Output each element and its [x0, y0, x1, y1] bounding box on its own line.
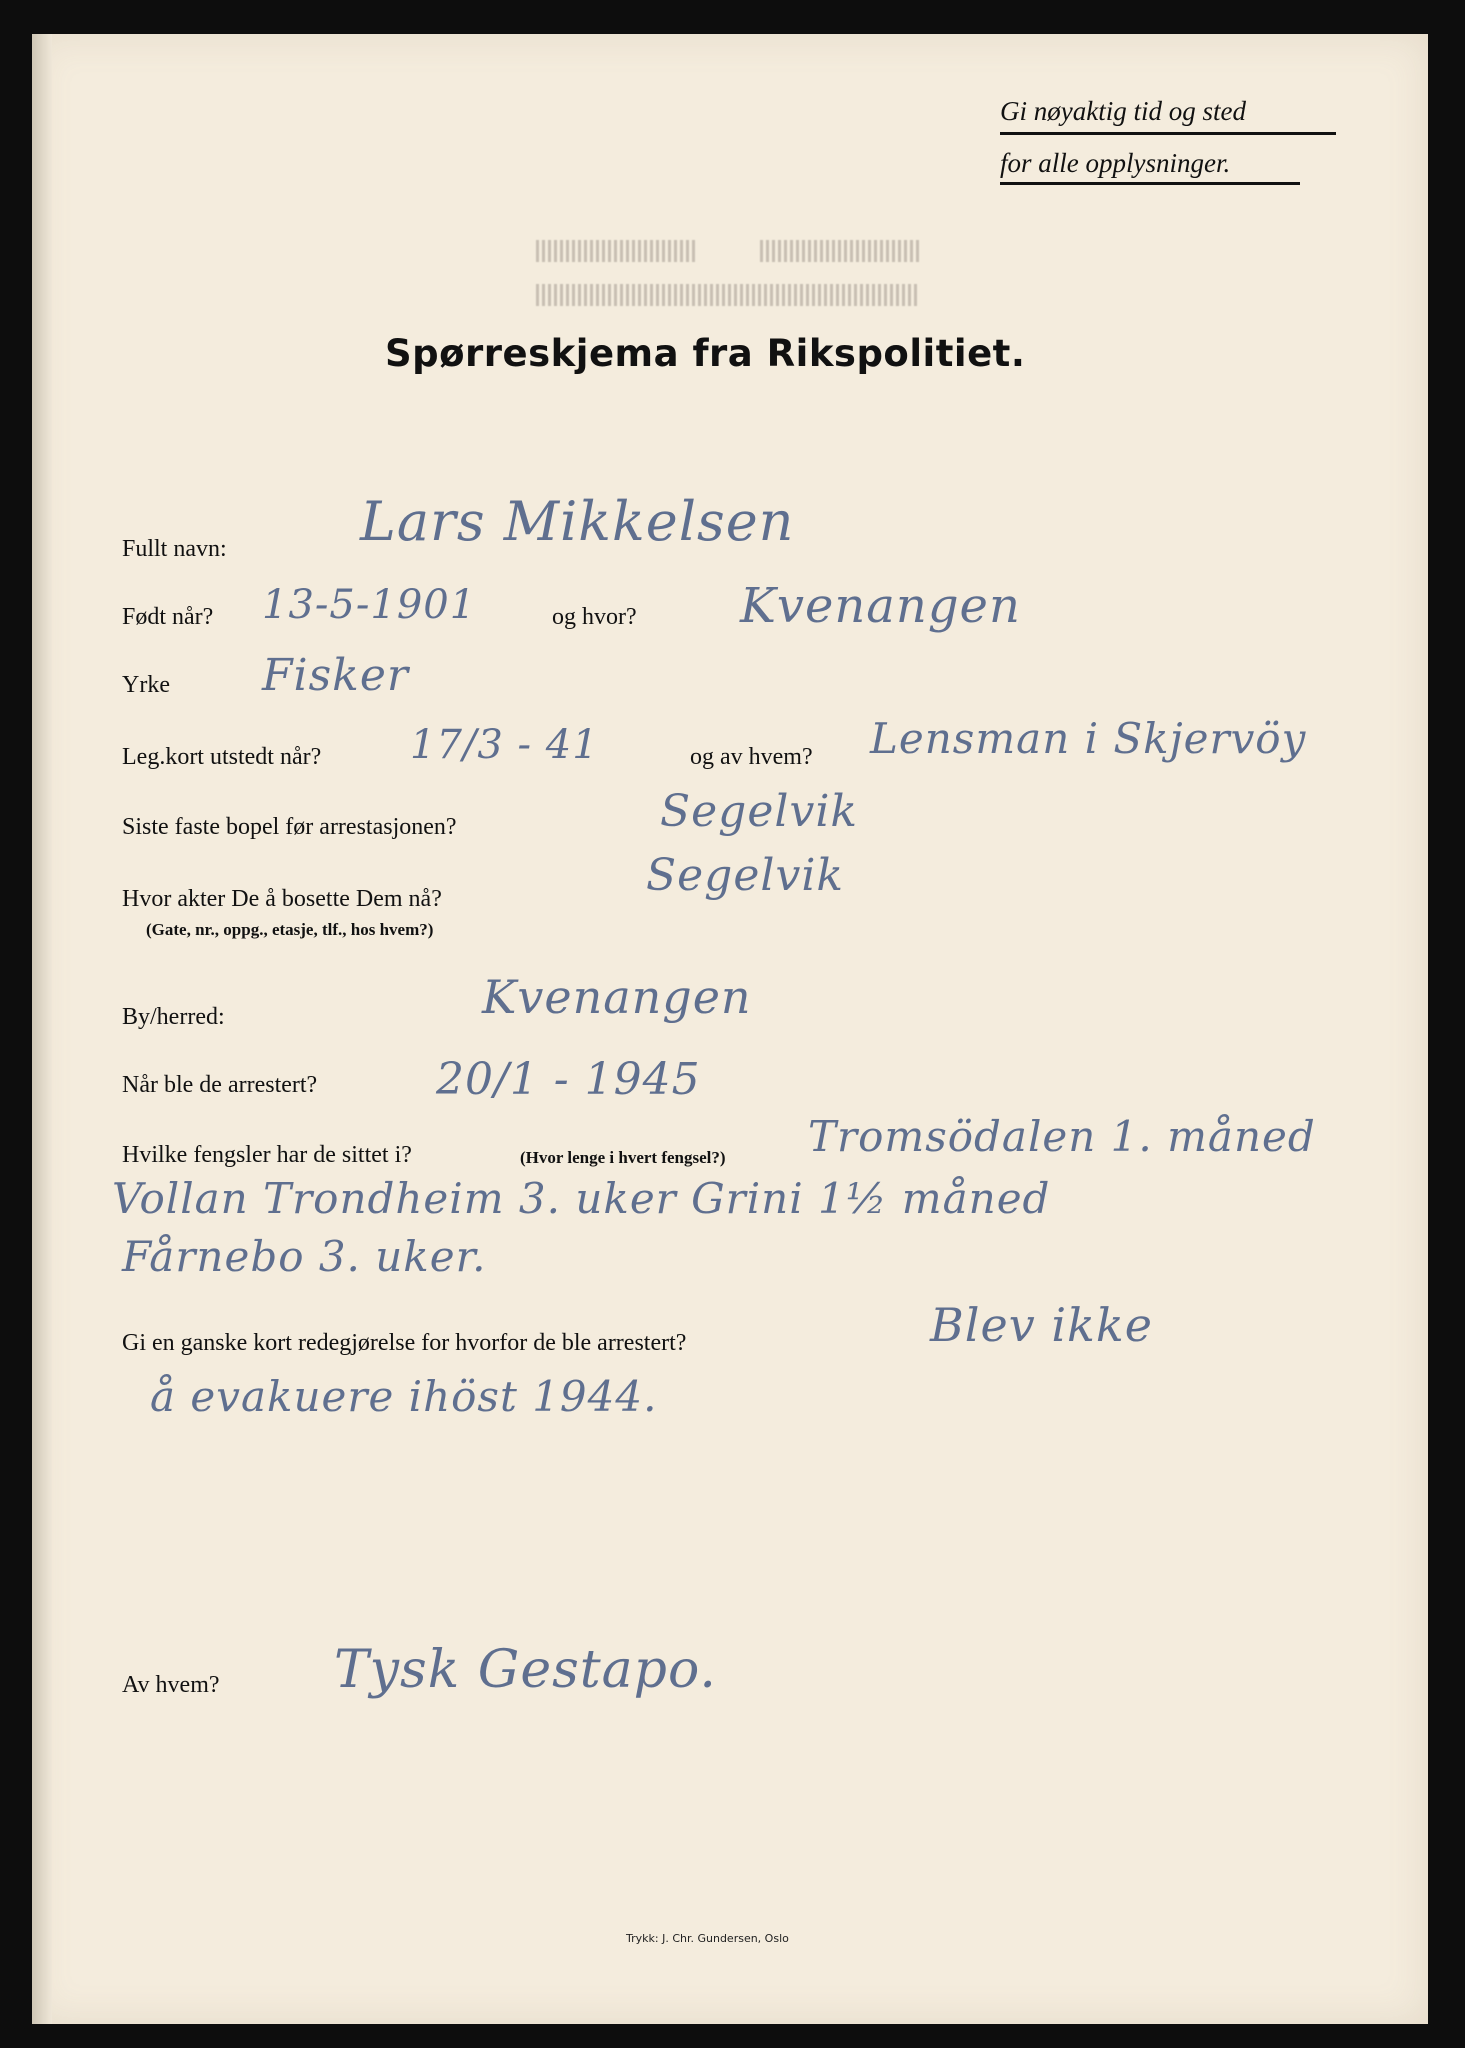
arrest-date-label: Når ble de arrestert? — [122, 1072, 318, 1098]
prisons-value-line1: Tromsödalen 1. måned — [808, 1112, 1316, 1161]
municipality-label: By/herred: — [122, 1004, 225, 1030]
full-name-label: Fullt navn: — [122, 536, 227, 562]
intended-residence-value: Segelvik — [646, 850, 845, 901]
note-underline-1 — [1000, 132, 1336, 135]
bleed-through-mark — [536, 284, 920, 306]
bleed-through-mark — [760, 240, 920, 262]
arrest-reason-label: Gi en ganske kort redegjørelse for hvorfor de ble arrestert? — [122, 1330, 687, 1356]
occupation-label: Yrke — [122, 672, 170, 698]
arrest-reason-line1: Blev ikke — [930, 1298, 1154, 1352]
form-title: Spørreskjema fra Rikspolitiet. — [385, 332, 1026, 375]
last-address-label: Siste faste bopel før arrestasjonen? — [122, 814, 457, 840]
prisons-value-line3: Fårnebo 3. uker. — [122, 1232, 487, 1281]
intended-residence-sublabel: (Gate, nr., oppg., etasje, tlf., hos hvem?) — [146, 920, 434, 939]
prisons-label: Hvilke fengsler har de sittet i? — [122, 1142, 412, 1168]
arrest-reason-line2: å evakuere ihöst 1944. — [150, 1372, 658, 1421]
born-when-label: Født når? — [122, 604, 214, 630]
intended-residence-label: Hvor akter De å bosette Dem nå? — [122, 886, 442, 912]
municipality-value: Kvenangen — [482, 970, 752, 1024]
id-card-issuer-value: Lensman i Skjervöy — [870, 714, 1307, 763]
id-card-issued-value: 17/3 - 41 — [410, 722, 599, 768]
bleed-through-mark — [536, 240, 696, 262]
prisons-sublabel: (Hvor lenge i hvert fengsel?) — [520, 1148, 726, 1167]
id-card-issuer-label: og av hvem? — [690, 744, 813, 770]
born-when-value: 13-5-1901 — [262, 582, 477, 628]
prisons-value-line2: Vollan Trondheim 3. uker Grini 1½ måned — [112, 1174, 1051, 1223]
paper-edge — [32, 34, 52, 2024]
arrested-by-value: Tysk Gestapo. — [334, 1640, 717, 1700]
born-where-label: og hvor? — [552, 604, 637, 630]
instruction-note-line1: Gi nøyaktig tid og sted — [1000, 96, 1246, 126]
note-underline-2 — [1000, 182, 1300, 185]
occupation-value: Fisker — [262, 650, 409, 701]
full-name-value: Lars Mikkelsen — [360, 490, 795, 553]
last-address-value: Segelvik — [660, 786, 859, 837]
instruction-note-line2: for alle opplysninger. — [1000, 148, 1231, 178]
arrested-by-label: Av hvem? — [122, 1672, 220, 1698]
id-card-issued-label: Leg.kort utstedt når? — [122, 744, 322, 770]
arrest-date-value: 20/1 - 1945 — [436, 1054, 701, 1105]
printer-imprint: Trykk: J. Chr. Gundersen, Oslo — [626, 1932, 789, 1945]
born-where-value: Kvenangen — [740, 578, 1021, 634]
